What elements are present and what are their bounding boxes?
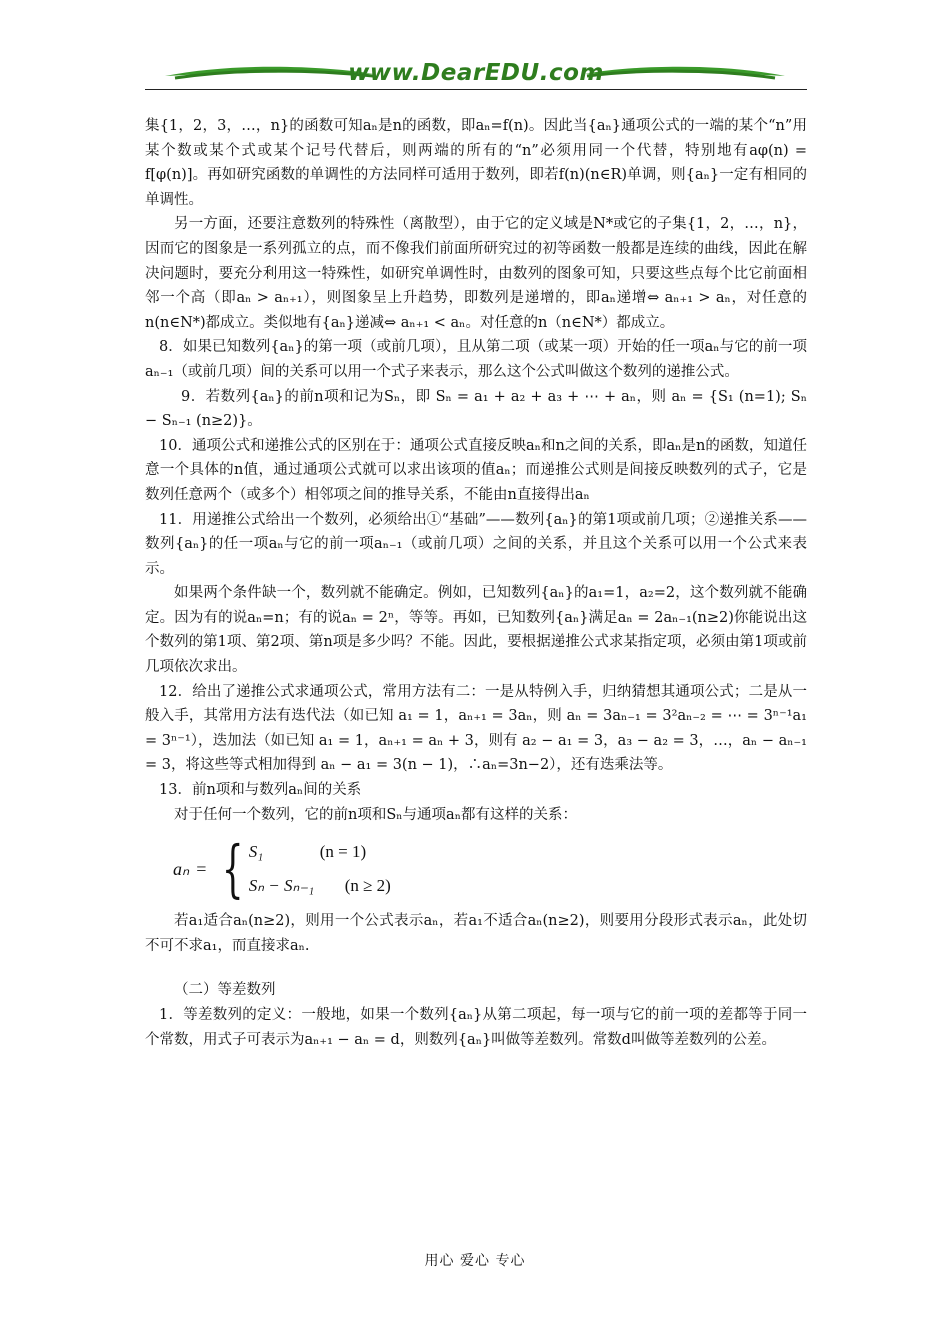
site-logo-text[interactable]: www.DearEDU.com: [348, 60, 604, 86]
document-body: [145, 114, 807, 1052]
paragraph: 11．用递推公式给出一个数列，必须给出①“基础”——数列{aₙ}的第1项或前几项；②递推关系——数列{aₙ}的任一项aₙ与它的前一项aₙ₋₁（或前几项）之间的关系，并且这个关系可以用一个公式来表示。: [145, 511, 807, 577]
case-expression: S₁: [248, 842, 264, 862]
paragraph: 12．给出了递推公式求通项公式，常用方法有二：一是从特例入手，归纳猜想其通项公式；二是从一般入手，其常用方法有迭代法（如已知 a₁ = 1，aₙ₊₁ = 3aₙ，则 aₙ = 3aₙ₋₁ = 3²aₙ₋₂ = ⋯ = 3ⁿ⁻¹a₁ = 3ⁿ⁻¹），迭加法（如已知 a₁ = 1，aₙ₊₁ = aₙ + 3，则有 a₂ − a₁ = 3，a₃ − a₂ = 3，…，aₙ − aₙ₋₁ = 3，将这些等式相加得到 aₙ − a₁ = 3(n − 1)，∴aₙ=3n−2），还有迭乘法等。: [145, 683, 807, 774]
paragraph: 10．通项公式和递推公式的区别在于：通项公式直接反映aₙ和n之间的关系，即aₙ是n的函数，知道任意一个具体的n值，通过通项公式就可以求出该项的值aₙ；而递推公式则是间接反映数列的式子，它是数列任意两个（或多个）相邻项之间的推导关系，不能由n直接得出aₙ: [145, 437, 807, 503]
site-header: [145, 58, 807, 92]
formula-case-2: [249, 869, 391, 903]
paragraph: 9．若数列{aₙ}的前n项和记为Sₙ，即 Sₙ = a₁ + a₂ + a₃ + ⋯ + aₙ，则 aₙ = {S₁ (n=1); Sₙ − Sₙ₋₁ (n≥2)}。: [145, 388, 807, 430]
section-heading: 13．前n项和与数列aₙ间的关系: [159, 782, 362, 799]
left-brace-icon: {: [222, 832, 244, 906]
paragraph: 如果两个条件缺一个，数列就不能确定。例如，已知数列{aₙ}的a₁=1，a₂=2，这个数列就不能确定。因为有的说aₙ=n；有的说aₙ = 2ⁿ，等等。再如，已知数列{aₙ}满足aₙ = 2aₙ₋₁(n≥2)你能说出这个数列的第1项、第2项、第n项是多少吗？不能。因此，要根据递推公式求某指定项，必须由第1项或前几项依次求出。: [145, 585, 807, 676]
formula-case-1: [249, 835, 391, 869]
piecewise-formula: [173, 833, 807, 905]
paragraph: 对于任何一个数列，它的前n项和Sₙ与通项aₙ都有这样的关系：: [174, 806, 577, 823]
case-condition: (n ≥ 2): [344, 876, 391, 896]
paragraph: 1．等差数列的定义：一般地，如果一个数列{aₙ}从第二项起，每一项与它的前一项的差都等于同一个常数，用式子可表示为aₙ₊₁ − aₙ = d，则数列{aₙ}叫做等差数列。常数d叫做等差数列的公差。: [145, 1007, 807, 1048]
section-heading: （二）等差数列: [174, 982, 276, 999]
paragraph: 若a₁适合aₙ(n≥2)，则用一个公式表示aₙ，若a₁不适合aₙ(n≥2)，则要用分段形式表示aₙ，此处切不可不求a₁，而直接求aₙ.: [145, 913, 807, 954]
equals-sign: =: [195, 858, 208, 879]
page-footer: 用心 爱心 专心: [424, 1253, 526, 1269]
formula-lhs: aₙ: [173, 858, 190, 879]
paragraph: 8．如果已知数列{aₙ}的第一项（或前几项），且从第二项（或某一项）开始的任一项aₙ与它的前一项aₙ₋₁（或前几项）间的关系可以用一个式子来表示，那么这个公式叫做这个数列的递推公式。: [145, 339, 807, 380]
formula-cases: [249, 835, 391, 903]
paragraph: 另一方面，还要注意数列的特殊性（离散型），由于它的定义域是N*或它的子集{1，2，…，n}，因而它的图象是一系列孤立的点，而不像我们前面所研究过的初等函数一般都是连续的曲线，因此在解决问题时，要充分利用这一特殊性，如研究单调性时，由数列的图象可知，只要这些点每个比它前面相邻一个高（即aₙ > aₙ₊₁），则图象呈上升趋势，即数列是递增的，即aₙ递增⇔ aₙ₊₁ > aₙ，对任意的n(n∈N*)都成立。类似地有{aₙ}递减⇔ aₙ₊₁ < aₙ。对任意的n（n∈N*）都成立。: [145, 216, 807, 331]
case-condition: (n = 1): [319, 842, 367, 862]
paragraph: 集{1，2，3，…，n}的函数可知aₙ是n的函数，即aₙ=f(n)。因此当{aₙ}通项公式的一端的某个“n”用某个数或某个式或某个记号代替后，则两端的所有的“n”必须用同一个代替，特别地有aφ(n) = f[φ(n)]。再如研究函数的单调性的方法同样可适用于数列，即若f(n)(n∈R)单调，则{aₙ}一定有相同的单调性。: [145, 118, 807, 208]
header-divider: [145, 89, 807, 90]
case-expression: Sₙ − Sₙ₋₁: [248, 876, 315, 896]
spacer: [145, 958, 807, 978]
